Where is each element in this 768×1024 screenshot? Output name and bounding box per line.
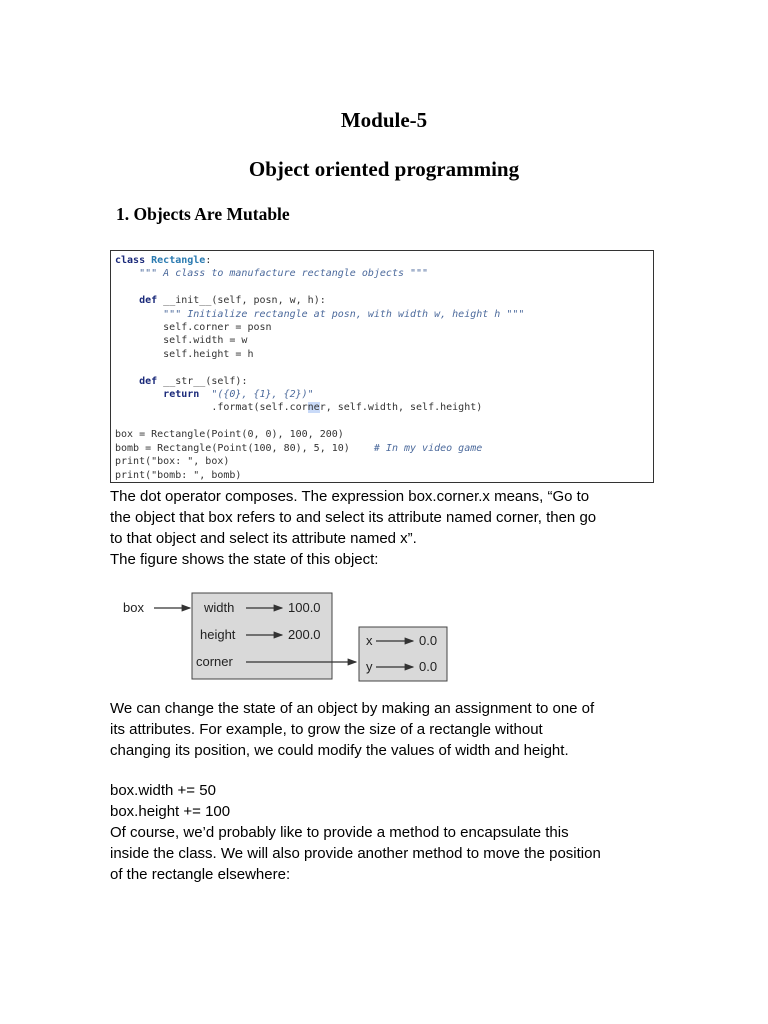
code-line: print("box: ", box): [115, 456, 230, 468]
highlight: ne: [307, 402, 320, 414]
code-text: :: [205, 255, 212, 266]
attr-x-value: 0.0: [419, 633, 438, 648]
class-name: Rectangle: [151, 255, 206, 266]
page-subtitle: Object oriented programming: [248, 157, 520, 181]
text-line: We can change the state of an object by making an assignment to one of: [110, 700, 595, 717]
text-line: changing its position, we could modify the values of width and height.: [110, 742, 569, 759]
attr-width-label: width: [204, 600, 235, 615]
attr-y-label: y: [366, 659, 373, 674]
code-line: self.corner = posn: [115, 322, 272, 334]
text-line: Of course, we’d probably like to provide a method to encapsulate this: [110, 824, 569, 841]
paragraph-dot-operator: [110, 486, 670, 570]
text-line: box.width += 50: [110, 782, 216, 799]
code-line: self.width = w: [115, 335, 248, 347]
string-literal: "({0}, {1}, {2})": [211, 389, 314, 401]
text-line: The dot operator composes. The expression box.corner.x means, “Go to: [110, 488, 590, 505]
code-text: r, self.width, self.height): [319, 402, 483, 414]
text-line: to that object and select its attribute named x”.: [110, 530, 417, 547]
code-line: print("bomb: ", bomb): [115, 469, 242, 481]
code-line: box = Rectangle(Point(0, 0), 100, 200): [115, 429, 344, 441]
text-line: the object that box refers to and select its attribute named corner, then go: [110, 509, 597, 526]
attr-width-value: 100.0: [288, 600, 321, 615]
attr-height-label: height: [200, 627, 236, 642]
text-line: inside the class. We will also provide another method to move the position: [110, 845, 601, 862]
section-heading: 1. Objects Are Mutable: [116, 204, 290, 224]
object-state-diagram: [118, 585, 458, 685]
code-text: bomb = Rectangle(Point(100, 80), 5, 10): [115, 442, 374, 454]
attr-x-label: x: [366, 633, 373, 648]
text-line: of the rectangle elsewhere:: [110, 866, 291, 883]
code-text: .format(self.cor: [115, 402, 308, 414]
keyword: class: [115, 255, 146, 266]
comment: # In my video game: [373, 442, 483, 454]
module-title: Module-5: [340, 108, 428, 132]
code-line: self.height = h: [115, 348, 254, 360]
text-line: The figure shows the state of this object:: [110, 551, 379, 568]
keyword: return: [163, 389, 200, 401]
text-line: its attributes. For example, to grow the size of a rectangle without: [110, 721, 543, 738]
diagram-var-box: box: [123, 600, 144, 615]
docstring: """ A class to manufacture rectangle objects """: [115, 268, 429, 280]
code-listing: [110, 250, 654, 483]
paragraph-change-state: [110, 698, 670, 761]
text-line: box.height += 100: [110, 803, 231, 820]
keyword: def: [139, 295, 158, 307]
attr-y-value: 0.0: [419, 659, 438, 674]
attr-height-value: 200.0: [288, 627, 321, 642]
paragraph-modify-values: [110, 780, 670, 885]
docstring: """ Initialize rectangle at posn, with width w, height h """: [115, 308, 525, 320]
code-text: __str__(self):: [157, 375, 248, 387]
keyword: def: [139, 375, 158, 387]
code-text: __init__(self, posn, w, h):: [157, 295, 326, 307]
attr-corner-label: corner: [196, 654, 233, 669]
